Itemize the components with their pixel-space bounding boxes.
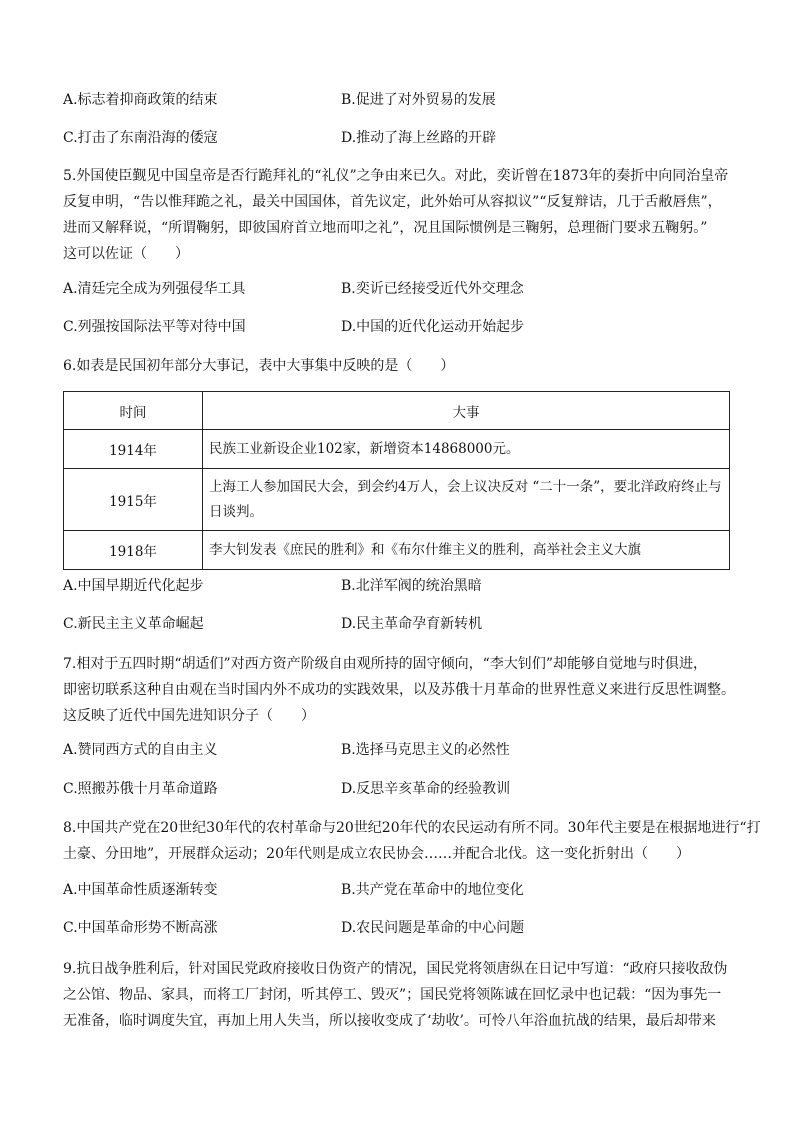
- q5-option-c: C.列强按国际法平等对待中国: [63, 319, 246, 335]
- q8-option-c: C.中国革命形势不断高涨: [63, 920, 218, 936]
- q5-option-a: A.清廷完全成为列强侵华工具: [63, 281, 246, 297]
- table-cell-year: 1914年: [64, 430, 203, 469]
- q8-line: 8.中国共产党在20世纪30年代的农村革命与20世纪20年代的农民运动有所不同。30年代主要是在根据地进行“打: [63, 820, 761, 836]
- q5-option-d: D.中国的近代化运动开始起步: [341, 319, 525, 335]
- q6-stem: 6.如表是民国初年部分大事记，表中大事集中反映的是（ ）: [63, 358, 455, 374]
- q7-option-d: D.反思辛亥革命的经验教训: [341, 781, 511, 797]
- table-cell-year: 1918年: [64, 531, 203, 570]
- q4-option-b: B.促进了对外贸易的发展: [341, 92, 496, 108]
- q5-line: 这可以佐证（ ）: [63, 246, 189, 262]
- q5-option-b: B.奕䜣已经接受近代外交理念: [341, 281, 524, 297]
- q6-option-c: C.新民主主义革命崛起: [63, 616, 204, 632]
- q8-option-b: B.共产党在革命中的地位变化: [341, 882, 524, 898]
- q5-line: 5.外国使臣觐见中国皇帝是否行跪拜礼的“礼仪”之争由来已久。对此，奕䜣曾在1873年的奏折中向同治皇帝: [63, 168, 729, 184]
- q5-stem: [63, 163, 735, 267]
- q6-option-a: A.中国早期近代化起步: [63, 578, 204, 594]
- q7-line: 即密切联系这种自由观在当时国内外不成功的实践效果，以及苏俄十月革命的世界性意义来进行反思性调整。: [63, 682, 735, 698]
- q6-option-b: B.北洋军阀的统治黑暗: [341, 578, 482, 594]
- table-header-row: [64, 392, 730, 430]
- table-row: [64, 430, 730, 469]
- events-table: [63, 391, 730, 570]
- q7-option-b: B.选择马克思主义的必然性: [341, 742, 510, 758]
- q7-option-a: A.赞同西方式的自由主义: [63, 742, 218, 758]
- q7-stem: [63, 651, 735, 729]
- table-row: [64, 531, 730, 570]
- q4-option-d: D.推动了海上丝路的开辟: [341, 130, 497, 146]
- table-cell-event: 民族工业新设企业102家，新增资本14868000元。: [203, 430, 730, 469]
- q5-line: 进而又解释说，“所谓鞠躬，即彼国府首立地而叩之礼”，况且国际惯例是三鞠躬，总理衙门要求五鞠躬。”: [63, 220, 708, 236]
- q7-line: 这反映了近代中国先进知识分子（ ）: [63, 708, 315, 724]
- table-cell-event: 李大钊发表《庶民的胜利》和《布尔什维主义的胜利，高举社会主义大旗: [203, 531, 730, 570]
- q4-option-a: A.标志着抑商政策的结束: [63, 92, 218, 108]
- q6-option-d: D.民主革命孕育新转机: [341, 616, 483, 632]
- q8-stem: [63, 815, 761, 867]
- q9-line: 无准备，临时调度失宜，再加上用人失当，所以接收变成了‘劫收’。可怜八年浴血抗战的结果，最后却带来: [63, 1013, 716, 1029]
- q5-line: 反复申明，“告以惟拜跪之礼，最关中国国体，首先议定，此外始可从容拟议”“反复辩诘，几于舌敝唇焦”，: [63, 194, 722, 210]
- q9-line: 之公馆、物品、家具，而将工厂封闭，听其停工、毁灭”；国民党将领陈诚在回忆录中也记载：“因为事先一: [63, 987, 722, 1003]
- table-header-time: 时间: [64, 392, 203, 430]
- q4-option-c: C.打击了东南沿海的倭寇: [63, 130, 218, 146]
- table-cell-year: 1915年: [64, 469, 203, 531]
- q7-line: 7.相对于五四时期“胡适们”对西方资产阶级自由观所持的固守倾向，“李大钊们”却能够自觉地与时俱进，: [63, 656, 707, 672]
- q8-option-a: A.中国革命性质逐渐转变: [63, 882, 218, 898]
- q7-option-c: C.照搬苏俄十月革命道路: [63, 781, 218, 797]
- q8-line: 土豪、分田地”，开展群众运动；20年代则是成立农民协会……并配合北伐。这一变化折射出（ ）: [63, 846, 690, 862]
- q9-line: 9.抗日战争胜利后，针对国民党政府接收日伪资产的情况，国民党将领唐纵在日记中写道：“政府只接收敌伪: [63, 961, 728, 977]
- table-header-event: 大事: [203, 392, 730, 430]
- q8-option-d: D.农民问题是革命的中心问题: [341, 920, 525, 936]
- q9-stem: [63, 956, 735, 1034]
- table-row: [64, 469, 730, 531]
- table-cell-event: 上海工人参加国民大会，到会约4万人，会上议决反对 “二十一条”，要北洋政府终止与日谈判。: [203, 469, 730, 531]
